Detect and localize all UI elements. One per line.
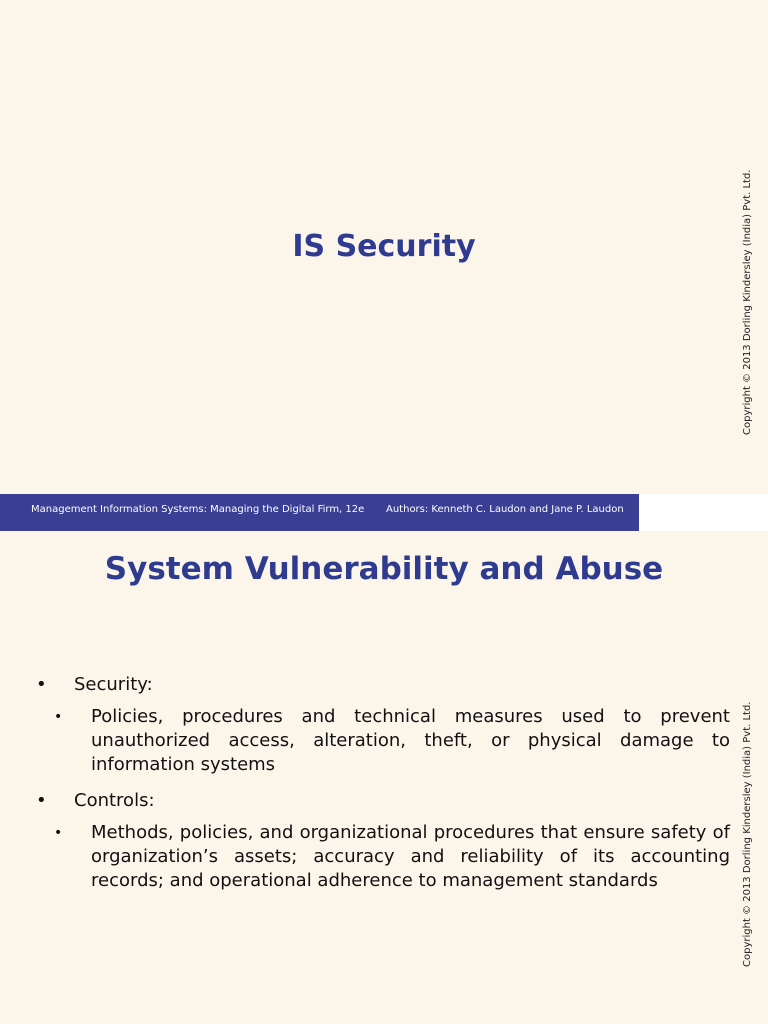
- slide-title: System Vulnerability and Abuse: [104, 551, 664, 587]
- bullet-icon: •: [54, 709, 63, 725]
- list-item: [36, 821, 730, 893]
- bullet-icon: •: [36, 790, 47, 811]
- bullet-label: Controls:: [74, 790, 155, 811]
- slide-title: IS Security: [292, 229, 476, 264]
- copyright-notice: Copyright © 2013 Dorling Kindersley (India) Pvt. Ltd.: [742, 701, 753, 967]
- list-item: [36, 789, 730, 813]
- list-item: [36, 673, 730, 697]
- copyright-notice: Copyright © 2013 Dorling Kindersley (India) Pvt. Ltd.: [742, 169, 753, 435]
- bullet-detail: Policies, procedures and technical measures used to prevent unauthorized access, alteration, theft, or physical damage to information systems: [91, 706, 730, 775]
- bullet-icon: •: [36, 674, 47, 695]
- footer-book-title: Management Information Systems: Managing the Digital Firm, 12e: [31, 504, 365, 515]
- bullet-icon: •: [54, 825, 63, 841]
- bullet-detail: Methods, policies, and organizational procedures that ensure safety of organization’s assets; accuracy and reliability of its accounting records; and operational adherence to management standards: [91, 822, 730, 891]
- bullet-label: Security:: [74, 674, 153, 695]
- bullet-list: [36, 673, 730, 905]
- list-item: [36, 705, 730, 777]
- footer-authors: Authors: Kenneth C. Laudon and Jane P. Laudon: [386, 504, 624, 515]
- footer-blank-area: [639, 494, 768, 531]
